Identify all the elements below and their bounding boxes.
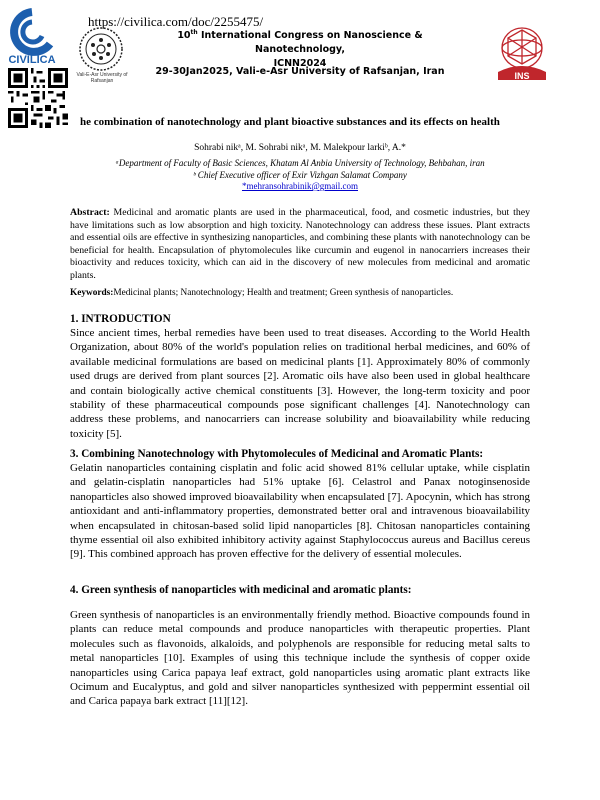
document-url[interactable]: https://civilica.com/doc/2255475/ — [88, 14, 264, 29]
university-name: Vali-E-Asr University of Rafsanjan — [76, 72, 128, 84]
conference-title: 10th International Congress on Nanoscience & Nanotechnology, ICNN2024 — [177, 29, 423, 70]
section-body-introduction: Since ancient times, herbal remedies have been used to treat diseases. According to the World Health Organization, about 80% of the world's population relies on traditional herbal medicines, and 60% of available medicinal formulations are based on medicinal plants [1]. Approximately 80% of commonly used drugs are derived from plant sources [2]. Aromatic oils have also been used in global healthcare and contain biologically active chemical constituents [3]. However, the long-term toxicity and poor stability of these pharmaceutical compounds pose significant challenges [4]. Nanotechnology can address these problems, and nanocarriers can increase solubility and bioavailability while reducing toxicity [5]. — [70, 327, 530, 440]
email-link[interactable]: *mehransohrabinik@gmail.com — [241, 181, 358, 191]
paper-title: he combination of nanotechnology and plant bioactive substances and its effects on health — [80, 116, 500, 128]
section-heading-introduction: 1. INTRODUCTION — [70, 313, 171, 325]
qr-code-icon — [8, 68, 68, 128]
conference-date: 29-30Jan2025, Vali-e-Asr University of Rafsanjan, Iran — [155, 66, 445, 77]
authors: Sohrabi nikᵃ, M. Sohrabi nikᵃ, M. Malekpour larkiᵇ, A.* — [194, 143, 406, 153]
section-heading-green-synthesis: 4. Green synthesis of nanoparticles with medicinal and aromatic plants: — [70, 584, 412, 596]
affiliation-a: ᵃDepartment of Faculty of Basic Sciences, Khatam Al Anbia University of Technology, Behbahan, iran — [115, 158, 485, 168]
civilica-logo[interactable] — [6, 6, 58, 66]
section-body-combining: Gelatin nanoparticles containing cisplatin and folic acid showed 81% cellular uptake, while cisplatin and gelatin-cisplatin nanoparticles had 51% uptake [6]. Celastrol and Panax notoginsenoside nanoparticles also showed improved bioavailability when encapsulated [7]. Apocynin, which has strong antioxidant and anti-inflammatory properties, demonstrated better oral and intravenous bioavailability when encapsulated in chitosan-based solid lipid nanoparticles [8]. Chitosan nanoparticles containing thyme essential oil also exhibited inhibitory activity against Staphylococcus aureus and Bacillus cereus [9]. This combined approach has proven effective for the delivery of essential molecules. — [70, 462, 530, 561]
abstract-text: Medicinal and aromatic plants are used in the pharmaceutical, food, and cosmetic industries, but they have limitations such as low absorption and high toxicity. Nanotechnology can address these issues. Plant extracts and essential oils are effective in synthesizing nanoparticles, and combining these plants with nanotechnology can be beneficial for health. Encapsulation of phytomolecules like curcumin and eugenol in nanocarriers increases their bioactivity and reduces toxicity, which can aid in the discovery of new molecules from medicinal and aromatic plants. — [70, 207, 530, 281]
university-seal-icon — [78, 26, 124, 72]
civilica-brand-text: CIVILICA — [8, 54, 56, 66]
abstract — [70, 207, 530, 283]
ins-logo-text: INS — [514, 71, 530, 81]
ins-logo — [492, 22, 552, 84]
keywords-text: Medicinal plants; Nanotechnology; Health and treatment; Green synthesis of nanoparticles. — [113, 288, 454, 298]
abstract-label: Abstract: — [70, 207, 110, 218]
keywords-label: Keywords: — [70, 288, 114, 298]
keywords — [70, 287, 530, 299]
section-body-green-synthesis: Green synthesis of nanoparticles is an environmentally friendly method. Bioactive compounds found in plants can reduce metal compounds and produce nanoparticles with therapeutic properties. Plant molecules such as flavonoids, alkaloids, and polyphenols are responsible for reducing metal salts to metal nanoparticles [10]. Examples of using this technique include the synthesis of copper oxide nanoparticles using Carica papaya leaf extract, gold nanoparticles using aromatic plant extracts like Ocimum and Eucalyptus, and gold and silver nanoparticles synthesized with peppermint essential oil and Carica papaya bark extract [11][12]. — [70, 609, 530, 708]
civilica-logo-mark — [14, 12, 50, 52]
affiliation-b: ᵇ Chief Executive officer of Exir Vizhgan Salamat Company — [193, 170, 407, 180]
section-heading-combining: 3. Combining Nanotechnology with Phytomolecules of Medicinal and Aromatic Plants: — [70, 448, 484, 460]
